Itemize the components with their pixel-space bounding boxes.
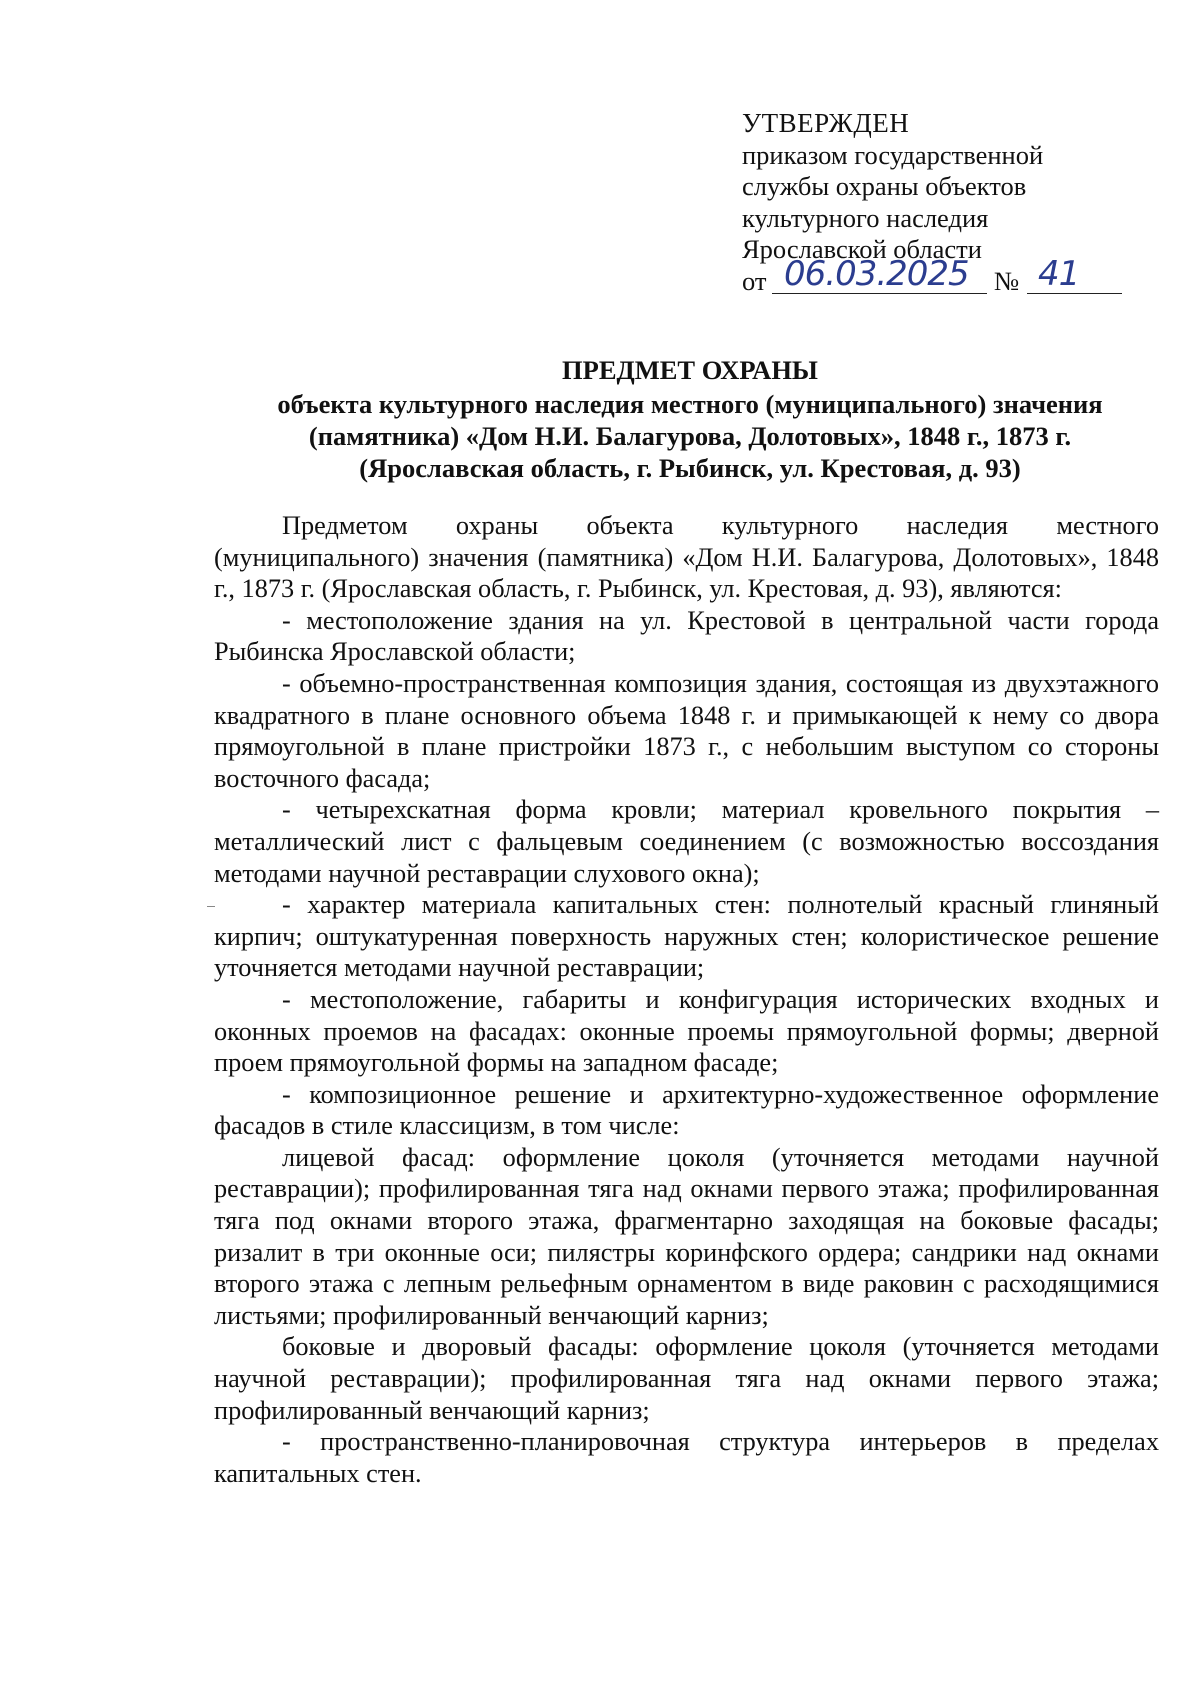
approval-line: службы охраны объектов: [742, 171, 1027, 201]
body-paragraph: - характер материала капитальных стен: полнотелый красный глиняный кирпич; оштукатуренная поверхность наружных стен; колористическое решение уточняется методами научной реставрации;: [214, 890, 1159, 983]
body-paragraph: - объемно-пространственная композиция здания, состоящая из двухэтажного квадратного в плане основного объема 1848 г. и примыкающей к нему со двора прямоугольной в плане пристройки 1873 г., с небольшим выступом со стороны восточного фасада;: [214, 668, 1159, 793]
approval-heading: УТВЕРЖДЕН: [742, 108, 910, 138]
approval-block: [742, 108, 1162, 298]
body-paragraph: - пространственно-планировочная структура интерьеров в пределах капитальных стен.: [214, 1427, 1159, 1488]
title-subline: (памятника) «Дом Н.И. Балагурова, Долотовых», 1848 г., 1873 г.: [308, 421, 1072, 451]
document-body: [214, 510, 1159, 1489]
order-date-number-line: [742, 253, 1162, 298]
body-paragraph: - композиционное решение и архитектурно-художественное оформление фасадов в стиле классицизм, в том числе:: [214, 1079, 1159, 1141]
title-subline: (Ярославская область, г. Рыбинск, ул. Крестовая, д. 93): [359, 453, 1021, 483]
date-prefix: от: [742, 265, 767, 296]
scan-margin-mark: [207, 906, 215, 907]
body-paragraph: - местоположение, габариты и конфигурация исторических входных и оконных проемов на фасадах: оконные проемы прямоугольной формы; дверной проем прямоугольной формы на западном фасаде;: [214, 984, 1159, 1078]
approval-line: приказом государственной: [742, 139, 1044, 170]
number-prefix: №: [994, 265, 1020, 296]
document-title: [200, 353, 1180, 484]
approval-line: культурного наследия: [742, 202, 989, 233]
body-paragraph: - четырехскатная форма кровли; материал кровельного покрытия – металлический лист с фальцевым соединением (с возможностью воссоздания методами научной реставрации слухового окна);: [214, 795, 1159, 888]
body-paragraph: Предметом охраны объекта культурного наследия местного (муниципального) значения (памятника) «Дом Н.И. Балагурова, Долотовых», 1848 г., 1873 г. (Ярославская область, г. Рыбинск, ул. Крестовая, д. 93), являются:: [214, 511, 1159, 604]
handwritten-date: 06.03.2025: [784, 253, 969, 294]
approval-line: Ярославской области: [742, 234, 982, 264]
body-paragraph: лицевой фасад: оформление цоколя (уточняется методами научной реставрации); профилированная тяга над окнами первого этажа; профилированная тяга под окнами второго этажа, фрагментарно заходящая на боковые фасады; ризалит в три оконные оси; пилястры коринфского ордера; сандрики над окнами второго этажа с лепным рельефным орнаментом в виде раковин с расходящимися листьями; профилированный венчающий карниз;: [214, 1142, 1159, 1330]
body-paragraph: - местоположение здания на ул. Крестовой в центральной части города Рыбинска Ярославской области;: [214, 605, 1159, 667]
title-heading: ПРЕДМЕТ ОХРАНЫ: [562, 355, 818, 385]
title-subline: объекта культурного наследия местного (муниципального) значения: [277, 389, 1103, 419]
handwritten-number: 41: [1038, 253, 1080, 294]
body-paragraph: боковые и дворовый фасады: оформление цоколя (уточняется методами научной реставрации); профилированная тяга над окнами первого этажа; профилированный венчающий карниз;: [214, 1332, 1159, 1425]
